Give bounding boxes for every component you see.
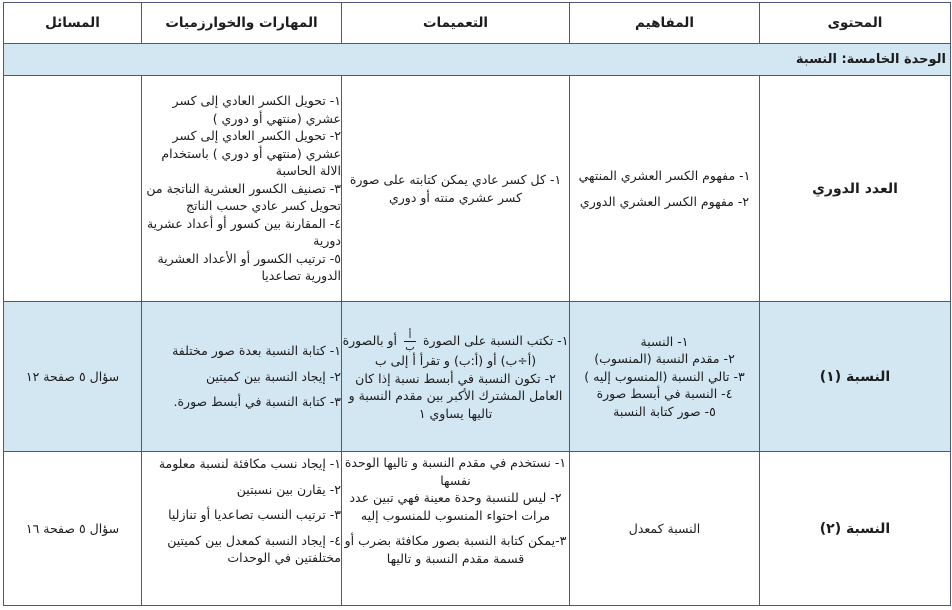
skill-item: ٢- يقارن بين نسبتين xyxy=(236,481,341,497)
concept-item: ٣- تالي النسبة (المنسوب إليه ) xyxy=(584,368,745,384)
fraction-a-over-b xyxy=(404,331,416,352)
concepts-cell xyxy=(570,76,760,302)
skill-item: ٢- إيجاد النسبة بين كميتين xyxy=(206,368,341,384)
skill-item: ٥- ترتيب الكسور أو الأعداد العشرية الدورية تصاعديا xyxy=(157,250,341,284)
curriculum-table xyxy=(3,2,951,606)
concept-item: النسبة كمعدل xyxy=(628,520,701,536)
problems-cell xyxy=(4,76,142,302)
header-problems: المسائل xyxy=(4,3,142,44)
skills-cell xyxy=(142,302,342,452)
concept-item: ٢- مفهوم الكسر العشري الدوري xyxy=(579,193,750,209)
header-concepts: المفاهيم xyxy=(570,3,760,44)
unit-title: الوحدة الخامسة: النسبة xyxy=(4,44,951,76)
header-row xyxy=(4,3,951,44)
concepts-cell xyxy=(570,452,760,606)
generalizations-cell xyxy=(342,302,570,452)
concept-item: ٢- مقدم النسبة (المنسوب) xyxy=(594,351,735,367)
table-row xyxy=(4,452,951,606)
table-row xyxy=(4,76,951,302)
generalization-text: أو بالصورة (أ÷ب) أو (أ:ب) و تقرأ أ إلى ب xyxy=(342,333,537,368)
concept-item: ٥- صور كتابة النسبة xyxy=(613,403,716,419)
generalization-item: ٢- تكون النسبة في أبسط نسبة إذا كان العامل المشترك الأكبر بين مقدم النسبة و تاليها يساوي ١ xyxy=(348,370,563,421)
topic-cell: العدد الدوري xyxy=(760,76,951,302)
problems-cell: سؤال ٥ صفحة ١٦ xyxy=(4,452,142,606)
problems-cell: سؤال ٥ صفحة ١٢ xyxy=(4,302,142,452)
header-content: المحتوى xyxy=(760,3,951,44)
generalization-item: ١- كل كسر عادي يمكن كتابته على صورة كسر عشري منته أو دوري xyxy=(349,172,562,205)
table-row xyxy=(4,302,951,452)
topic-cell: النسبة (٢) xyxy=(760,452,951,606)
generalization-text: ١- تكتب النسبة على الصورة xyxy=(423,333,569,348)
generalization-item: ٣-يمكن كتابة النسبة بصور مكافئة بضرب أو قسمة مقدم النسبة و تاليها xyxy=(344,533,567,566)
concept-item: ٤- النسبة في أبسط صورة xyxy=(596,386,733,402)
skill-item: ٤- المقارنة بين كسور أو أعداد عشرية دورية xyxy=(146,215,341,249)
topic-cell: النسبة (١) xyxy=(760,302,951,452)
skills-cell xyxy=(142,76,342,302)
skill-item: ١- كتابة النسبة بعدة صور مختلفة xyxy=(172,343,341,359)
unit-row xyxy=(4,44,951,76)
skills-cell xyxy=(142,452,342,606)
skill-item: ٤- إيجاد النسبة كمعدل بين كميتين مختلفتين في الوحدات xyxy=(167,532,341,565)
generalizations-cell xyxy=(342,76,570,302)
header-skills: المهارات والخوارزميات xyxy=(142,3,342,44)
generalization-item xyxy=(342,331,569,370)
generalization-item: ٢- ليس للنسبة وحدة معينة فهي تبين عدد مرات احتواء المنسوب للمنسوب إليه xyxy=(349,490,562,523)
skill-item: ٢- تحويل الكسر العادي إلى كسر عشري (منتهي أو دوري ) باستخدام الالة الحاسبة xyxy=(161,128,341,179)
skill-item: ٣- ترتيب النسب تصاعديا أو تنازليا xyxy=(168,507,341,522)
generalizations-cell xyxy=(342,452,570,606)
skill-item: ١- إيجاد نسب مكافئة لنسبة معلومة xyxy=(158,456,341,471)
concept-item: ١- مفهوم الكسر العشري المنتهي xyxy=(578,168,751,183)
skill-item: ٣- تصنيف الكسور العشرية الناتجة من تحويل كسر عادي حسب الناتج xyxy=(146,180,341,214)
concepts-cell xyxy=(570,302,760,452)
skill-item: ١- تحويل الكسر العادي إلى كسر عشري (منتهي أو دوري ) xyxy=(172,93,341,126)
generalization-item: ١- نستخدم في مقدم النسبة و تاليها الوحدة نفسها xyxy=(344,455,567,488)
fraction-numerator: أ xyxy=(408,330,412,341)
skill-item: ٣- كتابة النسبة في أبسط صورة. xyxy=(173,394,341,410)
header-generalizations: التعميمات xyxy=(342,3,570,44)
fraction-denominator: ب xyxy=(405,342,415,353)
concept-item: ١- النسبة xyxy=(640,333,689,349)
